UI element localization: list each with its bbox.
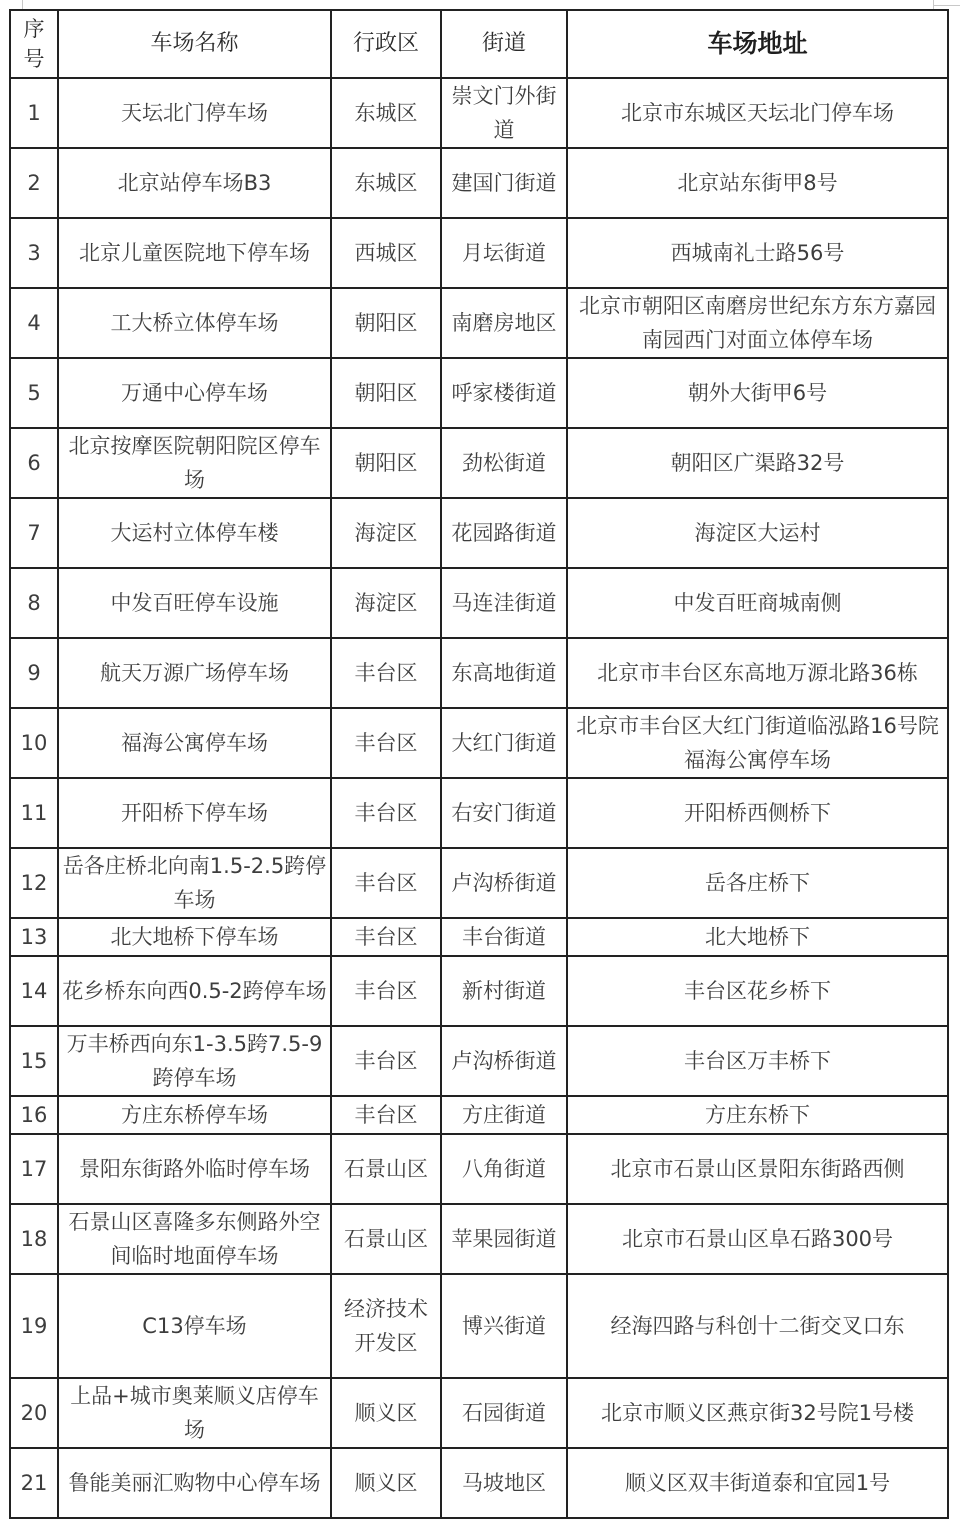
- table-header-row: [10, 10, 948, 78]
- cell-address: 开阳桥西侧桥下: [567, 778, 948, 848]
- cell-street: 右安门街道: [441, 778, 567, 848]
- cell-district: 丰台区: [331, 708, 441, 778]
- cell-address: 北京市丰台区大红门街道临泓路16号院福海公寓停车场: [567, 708, 948, 778]
- header-district: 行政区: [331, 10, 441, 78]
- cell-address: 中发百旺商城南侧: [567, 568, 948, 638]
- cell-district: 朝阳区: [331, 428, 441, 498]
- table-row: [10, 428, 948, 498]
- table-row: [10, 1096, 948, 1134]
- table-row: [10, 1378, 948, 1448]
- cell-district: 朝阳区: [331, 288, 441, 358]
- cell-street: 崇文门外街道: [441, 78, 567, 148]
- table-row: [10, 1204, 948, 1274]
- cell-address: 方庄东桥下: [567, 1096, 948, 1134]
- cell-address: 北京市朝阳区南磨房世纪东方东方嘉园南园西门对面立体停车场: [567, 288, 948, 358]
- table-row: [10, 358, 948, 428]
- table-row: [10, 848, 948, 918]
- cell-address: 北京站东街甲8号: [567, 148, 948, 218]
- table-row: [10, 1134, 948, 1204]
- cell-district: 丰台区: [331, 638, 441, 708]
- cell-district: 顺义区: [331, 1448, 441, 1518]
- cell-lot-name: 景阳东街路外临时停车场: [58, 1134, 331, 1204]
- cell-street: 八角街道: [441, 1134, 567, 1204]
- cell-district: 东城区: [331, 78, 441, 148]
- cell-street: 月坛街道: [441, 218, 567, 288]
- table-row: [10, 918, 948, 956]
- cell-serial-number: 10: [10, 708, 58, 778]
- cell-street: 方庄街道: [441, 1096, 567, 1134]
- cell-lot-name: 天坛北门停车场: [58, 78, 331, 148]
- cell-address: 顺义区双丰街道泰和宜园1号: [567, 1448, 948, 1518]
- cell-lot-name: 大运村立体停车楼: [58, 498, 331, 568]
- cell-serial-number: 15: [10, 1026, 58, 1096]
- table-row: [10, 638, 948, 708]
- cell-serial-number: 14: [10, 956, 58, 1026]
- cell-lot-name: 方庄东桥停车场: [58, 1096, 331, 1134]
- cell-lot-name: 北大地桥下停车场: [58, 918, 331, 956]
- table-row: [10, 148, 948, 218]
- cell-street: 建国门街道: [441, 148, 567, 218]
- cell-address: 北京市石景山区阜石路300号: [567, 1204, 948, 1274]
- table-row: [10, 956, 948, 1026]
- cell-address: 朝阳区广渠路32号: [567, 428, 948, 498]
- cell-lot-name: 北京站停车场B3: [58, 148, 331, 218]
- cell-district: 丰台区: [331, 956, 441, 1026]
- cell-district: 海淀区: [331, 498, 441, 568]
- cell-district: 海淀区: [331, 568, 441, 638]
- cell-serial-number: 4: [10, 288, 58, 358]
- table-row: [10, 288, 948, 358]
- header-street: 街道: [441, 10, 567, 78]
- cell-district: 丰台区: [331, 1026, 441, 1096]
- cell-street: 马连洼街道: [441, 568, 567, 638]
- cell-address: 北大地桥下: [567, 918, 948, 956]
- cell-street: 呼家楼街道: [441, 358, 567, 428]
- cell-address: 西城南礼士路56号: [567, 218, 948, 288]
- cell-serial-number: 19: [10, 1274, 58, 1378]
- cell-serial-number: 13: [10, 918, 58, 956]
- cell-street: 丰台街道: [441, 918, 567, 956]
- cell-address: 经海四路与科创十二街交叉口东: [567, 1274, 948, 1378]
- cell-serial-number: 11: [10, 778, 58, 848]
- cell-street: 博兴街道: [441, 1274, 567, 1378]
- cell-address: 北京市东城区天坛北门停车场: [567, 78, 948, 148]
- cell-lot-name: 岳各庄桥北向南1.5-2.5跨停车场: [58, 848, 331, 918]
- cell-lot-name: 开阳桥下停车场: [58, 778, 331, 848]
- header-lot-name: 车场名称: [58, 10, 331, 78]
- cell-serial-number: 1: [10, 78, 58, 148]
- cell-lot-name: 北京儿童医院地下停车场: [58, 218, 331, 288]
- cell-street: 大红门街道: [441, 708, 567, 778]
- cell-address: 北京市石景山区景阳东街路西侧: [567, 1134, 948, 1204]
- cell-street: 卢沟桥街道: [441, 848, 567, 918]
- cell-serial-number: 2: [10, 148, 58, 218]
- cell-district: 东城区: [331, 148, 441, 218]
- table-row: [10, 1026, 948, 1096]
- cell-serial-number: 20: [10, 1378, 58, 1448]
- cell-address: 岳各庄桥下: [567, 848, 948, 918]
- cell-street: 马坡地区: [441, 1448, 567, 1518]
- cell-district: 丰台区: [331, 918, 441, 956]
- cell-address: 丰台区万丰桥下: [567, 1026, 948, 1096]
- cell-lot-name: 上品+城市奥莱顺义店停车场: [58, 1378, 331, 1448]
- table-row: [10, 1448, 948, 1518]
- cell-street: 花园路街道: [441, 498, 567, 568]
- cell-address: 北京市顺义区燕京街32号院1号楼: [567, 1378, 948, 1448]
- cell-lot-name: C13停车场: [58, 1274, 331, 1378]
- cell-serial-number: 5: [10, 358, 58, 428]
- cell-lot-name: 中发百旺停车设施: [58, 568, 331, 638]
- cell-address: 朝外大街甲6号: [567, 358, 948, 428]
- table-row: [10, 708, 948, 778]
- parking-lot-table: [9, 9, 949, 1519]
- cell-serial-number: 12: [10, 848, 58, 918]
- table-row: [10, 1274, 948, 1378]
- cell-lot-name: 花乡桥东向西0.5-2跨停车场: [58, 956, 331, 1026]
- cell-district: 朝阳区: [331, 358, 441, 428]
- cell-lot-name: 万通中心停车场: [58, 358, 331, 428]
- cell-serial-number: 6: [10, 428, 58, 498]
- cell-serial-number: 8: [10, 568, 58, 638]
- cell-street: 新村街道: [441, 956, 567, 1026]
- page-margin-marker-top: [933, 5, 960, 6]
- cell-district: 石景山区: [331, 1134, 441, 1204]
- cell-lot-name: 鲁能美丽汇购物中心停车场: [58, 1448, 331, 1518]
- cell-lot-name: 石景山区喜隆多东侧路外空间临时地面停车场: [58, 1204, 331, 1274]
- cell-district: 顺义区: [331, 1378, 441, 1448]
- cell-lot-name: 福海公寓停车场: [58, 708, 331, 778]
- cell-serial-number: 3: [10, 218, 58, 288]
- cell-street: 东高地街道: [441, 638, 567, 708]
- table-row: [10, 218, 948, 288]
- cell-lot-name: 工大桥立体停车场: [58, 288, 331, 358]
- cell-district: 经济技术开发区: [331, 1274, 441, 1378]
- cell-district: 西城区: [331, 218, 441, 288]
- cell-serial-number: 16: [10, 1096, 58, 1134]
- cell-street: 卢沟桥街道: [441, 1026, 567, 1096]
- cell-district: 石景山区: [331, 1204, 441, 1274]
- cell-district: 丰台区: [331, 778, 441, 848]
- cell-lot-name: 万丰桥西向东1-3.5跨7.5-9跨停车场: [58, 1026, 331, 1096]
- table-row: [10, 78, 948, 148]
- cell-district: 丰台区: [331, 848, 441, 918]
- cell-serial-number: 9: [10, 638, 58, 708]
- cell-serial-number: 18: [10, 1204, 58, 1274]
- page-margin-marker-left: [22, 0, 23, 9]
- header-address: 车场地址: [567, 10, 948, 78]
- cell-lot-name: 北京按摩医院朝阳院区停车场: [58, 428, 331, 498]
- header-serial-number: 序号: [10, 10, 58, 78]
- cell-address: 海淀区大运村: [567, 498, 948, 568]
- table-row: [10, 568, 948, 638]
- cell-serial-number: 17: [10, 1134, 58, 1204]
- cell-address: 北京市丰台区东高地万源北路36栋: [567, 638, 948, 708]
- cell-lot-name: 航天万源广场停车场: [58, 638, 331, 708]
- cell-district: 丰台区: [331, 1096, 441, 1134]
- table-row: [10, 778, 948, 848]
- cell-street: 石园街道: [441, 1378, 567, 1448]
- cell-serial-number: 21: [10, 1448, 58, 1518]
- table-row: [10, 498, 948, 568]
- cell-street: 劲松街道: [441, 428, 567, 498]
- cell-serial-number: 7: [10, 498, 58, 568]
- cell-street: 苹果园街道: [441, 1204, 567, 1274]
- cell-address: 丰台区花乡桥下: [567, 956, 948, 1026]
- cell-street: 南磨房地区: [441, 288, 567, 358]
